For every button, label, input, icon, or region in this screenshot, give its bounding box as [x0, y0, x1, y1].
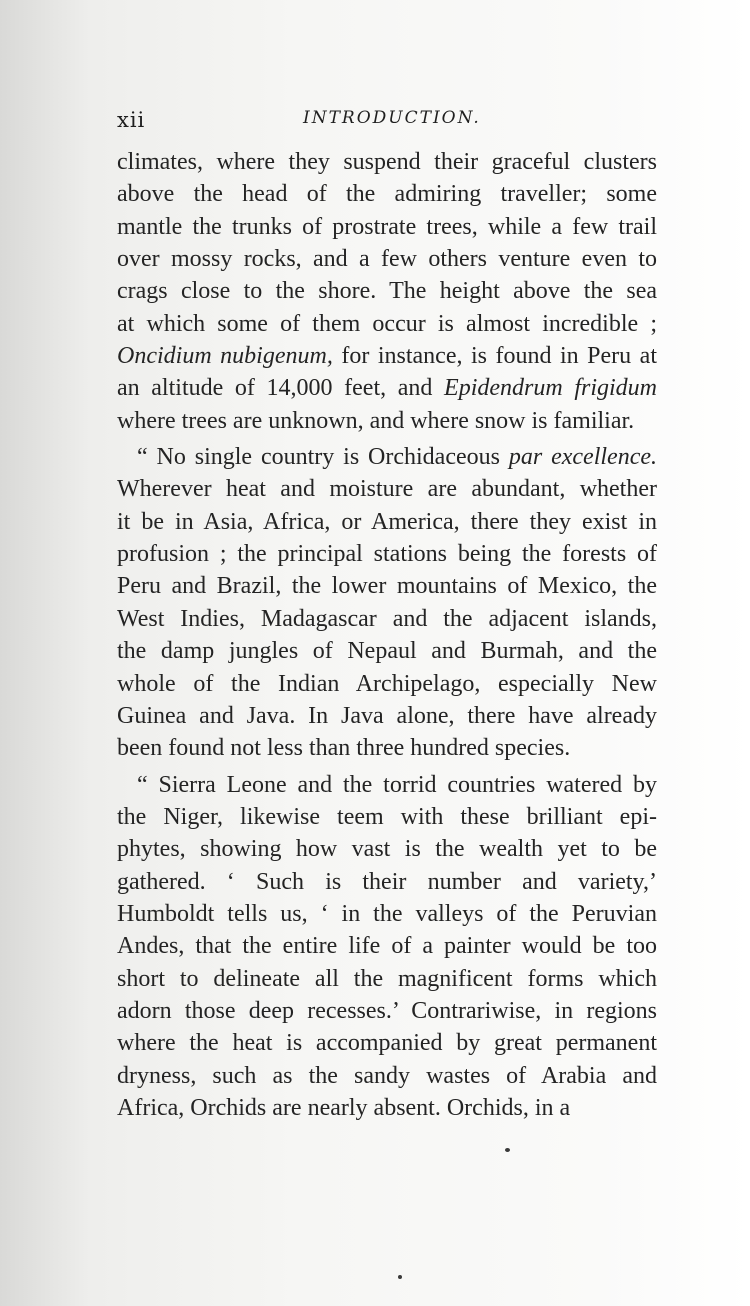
text-line	[117, 178, 657, 210]
text-line	[117, 833, 657, 865]
text-run: Peru and Brazil, the lower mountains of Mexico, the	[117, 573, 657, 600]
text-run: Humboldt tells us, ‘ in the valleys of the Peruvian	[117, 900, 657, 927]
text-run: an altitude of 14,000 feet, and	[117, 375, 445, 402]
text-line	[117, 473, 657, 505]
text-run: West Indies, Madagascar and the adjacent islands,	[117, 605, 657, 632]
text-run: dryness, such as the sandy wastes of Arabia and	[117, 1062, 657, 1089]
page-number: xii	[117, 108, 146, 132]
italic-text: Epidendrum frigidum	[444, 375, 657, 402]
text-line	[117, 243, 657, 275]
text-run: Andes, that the entire life of a painter would be too	[117, 933, 657, 960]
text-run: it be in Asia, Africa, or America, there they exist in	[117, 508, 657, 535]
text-run: climates, where they suspend their graceful clusters	[117, 149, 657, 175]
text-run: phytes, showing how vast is the wealth yet to be	[117, 836, 657, 863]
text-run: over mossy rocks, and a few others venture even to	[117, 246, 657, 273]
text-line	[117, 340, 657, 372]
text-line	[117, 732, 657, 764]
text-line	[117, 275, 657, 307]
text-run: the damp jungles of Nepaul and Burmah, and the	[117, 638, 657, 665]
text-run: “ No single country is Orchidaceous	[137, 444, 509, 471]
text-run: mantle the trunks of prostrate trees, while a few trail	[117, 213, 657, 240]
text-line	[117, 668, 657, 700]
ink-speck	[505, 1148, 510, 1152]
text-line	[117, 441, 657, 473]
text-run: whole of the Indian Archipelago, especially New	[117, 670, 657, 697]
ink-speck	[398, 1275, 402, 1279]
text-line	[117, 146, 657, 178]
text-line	[117, 405, 657, 437]
italic-text: par excellence.	[508, 444, 657, 471]
paragraph	[117, 146, 657, 437]
text-line	[117, 211, 657, 243]
text-line	[117, 570, 657, 602]
text-line	[117, 963, 657, 995]
text-line	[117, 1027, 657, 1059]
text-line	[117, 1092, 657, 1124]
body-text	[117, 146, 657, 1124]
text-line	[117, 995, 657, 1027]
text-line	[117, 308, 657, 340]
text-run: above the head of the admiring traveller; some	[117, 181, 657, 208]
text-run: Africa, Orchids are nearly absent. Orchids, in a	[117, 1094, 571, 1121]
text-line	[117, 1060, 657, 1092]
text-line	[117, 603, 657, 635]
text-line	[117, 769, 657, 801]
italic-text: Oncidium nubigenum,	[117, 343, 333, 370]
text-line	[117, 538, 657, 570]
text-line	[117, 700, 657, 732]
text-line	[117, 898, 657, 930]
text-run: adorn those deep recesses.’ Contrariwise, in regions	[117, 997, 657, 1024]
text-run: the Niger, likewise teem with these brilliant epi-	[117, 803, 657, 830]
paragraph	[117, 441, 657, 764]
text-line	[117, 506, 657, 538]
text-line	[117, 801, 657, 833]
text-run: for instance, is found in Peru at	[332, 343, 657, 370]
running-head	[117, 104, 657, 138]
paragraph	[117, 769, 657, 1125]
text-run: at which some of them occur is almost incredible ;	[117, 310, 657, 337]
text-run: Wherever heat and moisture are abundant, whether	[117, 476, 657, 503]
text-run: where trees are unknown, and where snow is familiar.	[117, 407, 635, 434]
text-run: “ Sierra Leone and the torrid countries watered by	[137, 771, 657, 798]
running-head-title: INTRODUCTION.	[303, 108, 481, 128]
text-run: been found not less than three hundred species.	[117, 735, 571, 762]
text-run: crags close to the shore. The height above the sea	[117, 278, 657, 305]
text-line	[117, 866, 657, 898]
text-run: gathered. ‘ Such is their number and variety,’	[117, 868, 657, 895]
text-run: Guinea and Java. In Java alone, there have already	[117, 702, 657, 729]
text-line	[117, 635, 657, 667]
text-run: where the heat is accompanied by great permanent	[117, 1030, 657, 1057]
text-run: profusion ; the principal stations being the forests of	[117, 541, 657, 568]
text-line	[117, 372, 657, 404]
text-run: short to delineate all the magnificent forms which	[117, 965, 657, 992]
text-line	[117, 930, 657, 962]
